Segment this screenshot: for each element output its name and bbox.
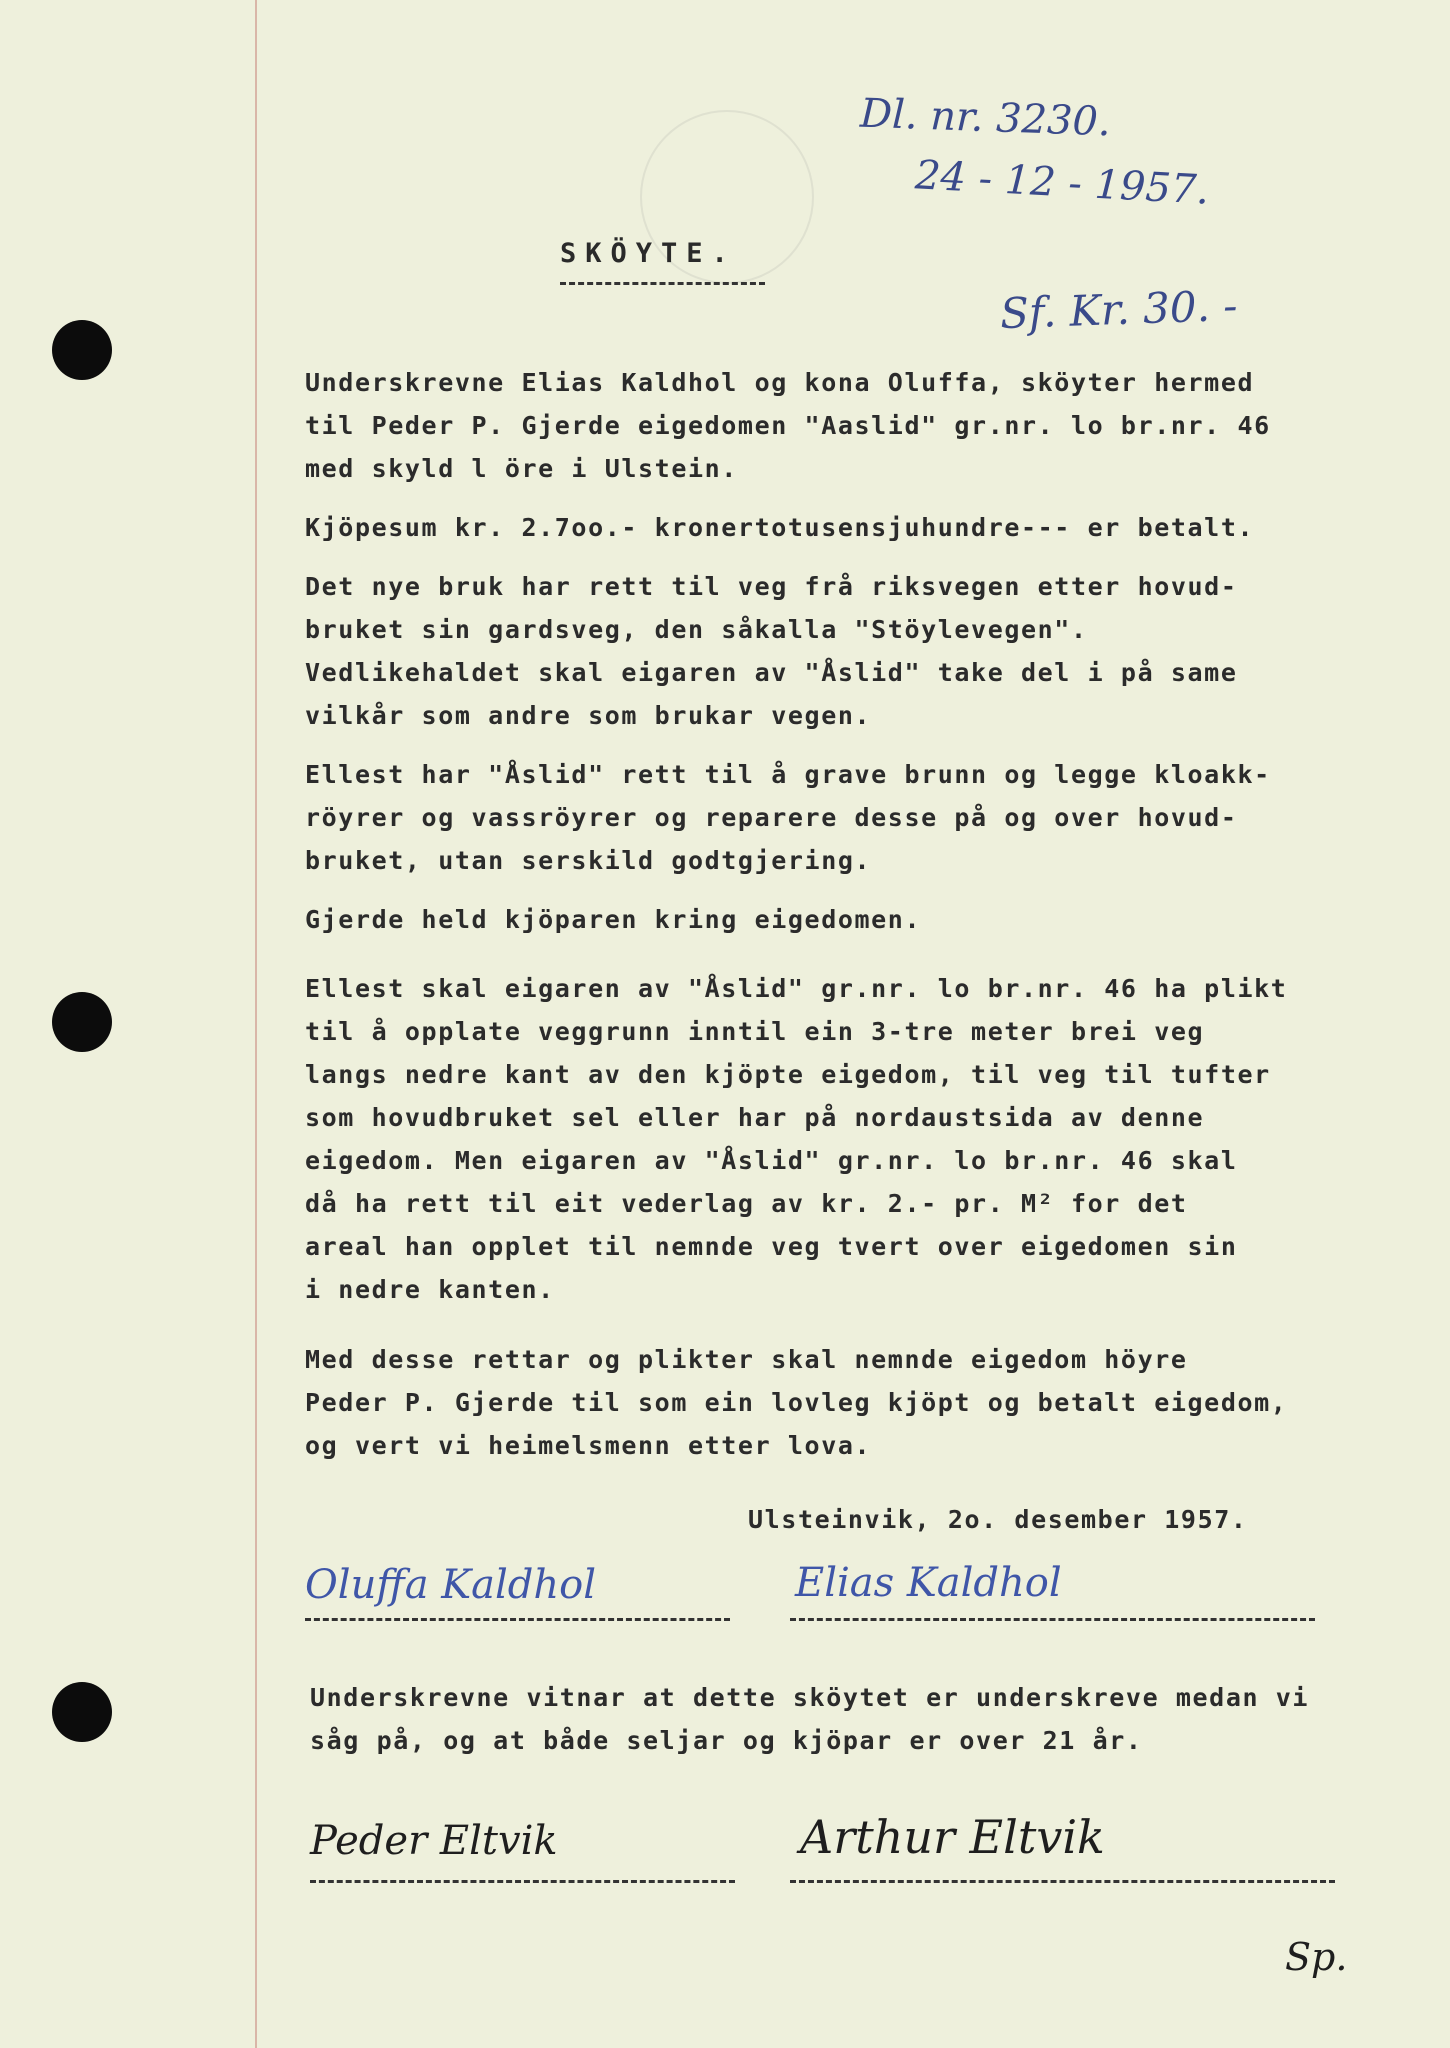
signature-seller-oluffa: Oluffa Kaldhol <box>305 1562 597 1608</box>
body-line: eigedom. Men eigaren av "Åslid" gr.nr. lo br.nr. 46 skal <box>305 1146 1238 1175</box>
body-line: langs nedre kant av den kjöpte eigedom, til veg til tufter <box>305 1060 1271 1089</box>
margin-line <box>255 0 257 2048</box>
registration-date: 24 - 12 - 1957. <box>913 152 1211 214</box>
title-underline <box>560 282 765 285</box>
body-line: til Peder P. Gjerde eigedomen "Aaslid" gr.nr. lo br.nr. 46 <box>305 411 1271 440</box>
body-line: Ellest har "Åslid" rett til å grave brunn og legge kloakk- <box>305 760 1271 789</box>
punch-hole <box>52 992 112 1052</box>
signature-witness-peder: Peder Eltvik <box>310 1818 558 1864</box>
witness-line: Underskrevne vitnar at dette sköytet er underskreve medan vi <box>310 1683 1310 1712</box>
body-line: Peder P. Gjerde til som ein lovleg kjöpt og betalt eigedom, <box>305 1388 1288 1417</box>
body-line: röyrer og vassröyrer og reparere desse på og over hovud- <box>305 803 1238 832</box>
body-line: Underskrevne Elias Kaldhol og kona Oluffa, sköyter hermed <box>305 368 1255 397</box>
body-line: Vedlikehaldet skal eigaren av "Åslid" take del i på same <box>305 658 1238 687</box>
signature-seller-elias: Elias Kaldhol <box>795 1560 1062 1606</box>
body-line: vilkår som andre som brukar vegen. <box>305 701 872 730</box>
body-line: Det nye bruk har rett til veg frå riksvegen etter hovud- <box>305 572 1238 601</box>
body-line: og vert vi heimelsmenn etter lova. <box>305 1431 872 1460</box>
signature-witness-arthur: Arthur Eltvik <box>800 1810 1105 1864</box>
body-line: i nedre kanten. <box>305 1275 555 1304</box>
body-line: Ellest skal eigaren av "Åslid" gr.nr. lo br.nr. 46 ha plikt <box>305 974 1288 1003</box>
signature-line <box>790 1880 1335 1883</box>
body-line: Kjöpesum kr. 2.7oo.- kronertotusensjuhundre--- er betalt. <box>305 513 1255 542</box>
punch-hole <box>52 1682 112 1742</box>
body-line: areal han opplet til nemnde veg tvert over eigedomen sin <box>305 1232 1238 1261</box>
fee-note: Sf. Kr. 30. - <box>999 280 1239 339</box>
place-date: Ulsteinvik, 2o. desember 1957. <box>748 1505 1248 1534</box>
body-line: bruket, utan serskild godtgjering. <box>305 846 872 875</box>
body-line: med skyld l öre i Ulstein. <box>305 454 738 483</box>
signature-line <box>310 1880 735 1883</box>
initials: Sp. <box>1285 1935 1348 1979</box>
punch-hole <box>52 320 112 380</box>
body-line: Gjerde held kjöparen kring eigedomen. <box>305 905 922 934</box>
signature-line <box>790 1618 1315 1621</box>
body-line: som hovudbruket sel eller har på nordaustsida av denne <box>305 1103 1205 1132</box>
witness-line: såg på, og at både seljar og kjöpar er over 21 år. <box>310 1726 1143 1755</box>
body-line: Med desse rettar og plikter skal nemnde eigedom höyre <box>305 1345 1188 1374</box>
body-line: til å opplate veggrunn inntil ein 3-tre meter brei veg <box>305 1017 1205 1046</box>
document-title: SKÖYTE. <box>560 238 737 269</box>
body-line: då ha rett til eit vederlag av kr. 2.- pr. M² for det <box>305 1189 1188 1218</box>
document-number: Dl. nr. 3230. <box>859 90 1112 146</box>
signature-line <box>305 1618 730 1621</box>
body-line: bruket sin gardsveg, den såkalla "Stöylevegen". <box>305 615 1088 644</box>
